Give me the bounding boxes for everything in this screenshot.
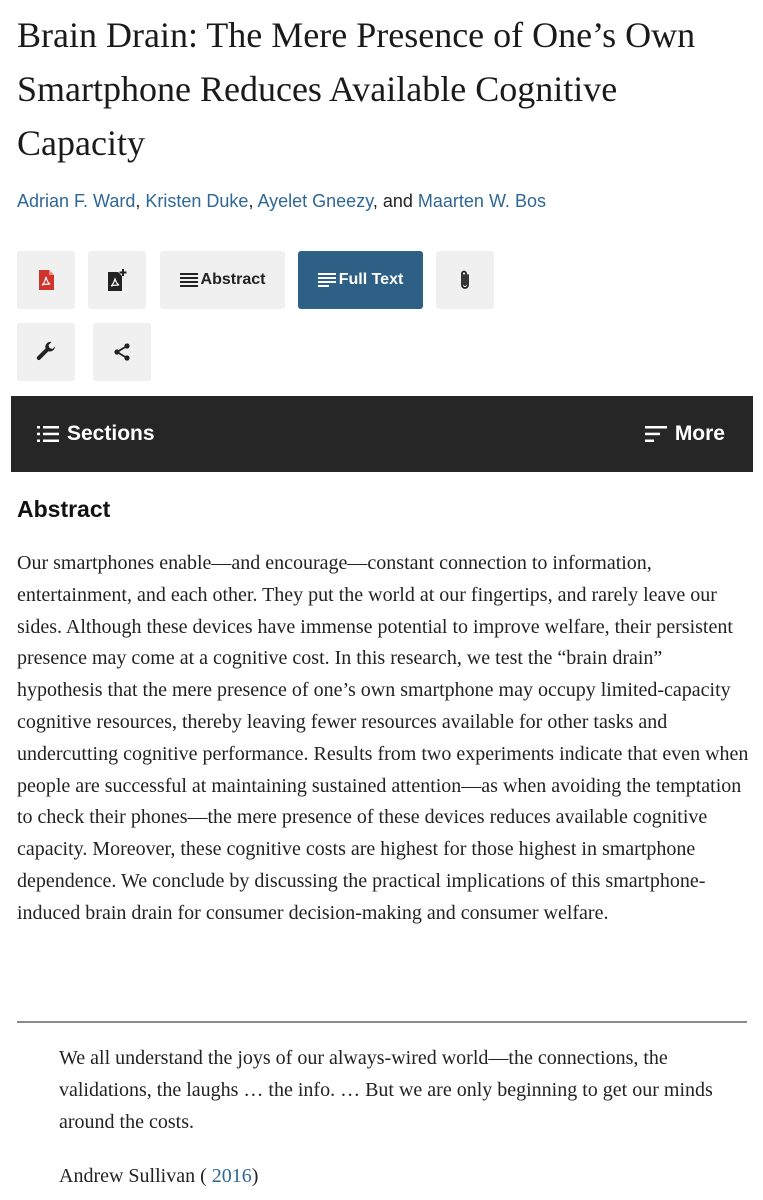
pdf-plus-icon: [106, 268, 128, 292]
sections-label: Sections: [67, 422, 155, 445]
sections-button[interactable]: [37, 396, 155, 472]
article-title: Brain Drain: The Mere Presence of One’s Own Smartphone Reduces Available Cognitive Capacity: [17, 15, 696, 163]
tools-button[interactable]: [17, 323, 75, 381]
lines-icon: [180, 273, 198, 287]
author-link[interactable]: Ayelet Gneezy: [257, 191, 373, 211]
abstract-text: Our smartphones enable—and encourage—constant connection to information, entertainment, and each other. They put the world at our fingertips, and rarely leave our sides. Although these devices have immense potential to improve welfare, their persistent presence may come at a cognitive cost. In this research, we test the “brain drain” hypothesis that the mere presence of one’s own smartphone may occupy limited-capacity cognitive resources, thereby leaving fewer resources available for other tasks and undercutting cognitive performance. Results from two experiments indicate that even when people are successful at maintaining sustained attention—as when avoiding the temptation to check their phones—the mere presence of these devices reduces available cognitive capacity. Moreover, these cognitive costs are highest for those highest in smartphone dependence. We conclude by discussing the practical implications of this smartphone-induced brain drain for consumer decision-making and consumer welfare.: [17, 552, 749, 924]
paperclip-icon: [458, 269, 472, 291]
abstract-heading: Abstract: [17, 496, 111, 522]
more-label: More: [674, 422, 725, 445]
epigraph-quote: We all understand the joys of our always-wired world—the connections, the validations, the laughs … the info. … But we are only beginning to get our minds around the costs.: [59, 1047, 713, 1133]
author-separator: , and: [372, 191, 418, 211]
abstract-button-label: Abstract: [200, 271, 266, 288]
author-separator: ,: [248, 191, 258, 211]
pdf-icon: [36, 269, 56, 291]
list-icon: [37, 426, 59, 442]
author-link[interactable]: Kristen Duke: [145, 191, 249, 211]
more-button[interactable]: [645, 396, 725, 472]
fulltext-button[interactable]: [298, 251, 423, 309]
author-link[interactable]: Adrian F. Ward: [17, 191, 136, 211]
author-list: [17, 188, 747, 214]
citation-close: ): [251, 1165, 259, 1187]
pdf-button[interactable]: [17, 251, 75, 309]
wrench-icon: [35, 341, 57, 363]
supplemental-button[interactable]: [436, 251, 494, 309]
author-link[interactable]: Maarten W. Bos: [417, 191, 546, 211]
sections-bar: [11, 396, 753, 472]
fulltext-button-label: Full Text: [338, 271, 404, 288]
abstract-button[interactable]: [160, 251, 285, 309]
epdf-button[interactable]: [88, 251, 146, 309]
author-separator: ,: [135, 191, 146, 211]
menu-lines-icon: [645, 426, 667, 442]
text-lines-icon: [318, 273, 336, 287]
citation-link[interactable]: 2016: [211, 1165, 252, 1187]
epigraph-attribution: [59, 1160, 659, 1192]
section-divider: [17, 1021, 747, 1023]
epigraph-author: Andrew Sullivan (: [59, 1165, 207, 1187]
share-icon: [112, 342, 132, 362]
share-button[interactable]: [93, 323, 151, 381]
